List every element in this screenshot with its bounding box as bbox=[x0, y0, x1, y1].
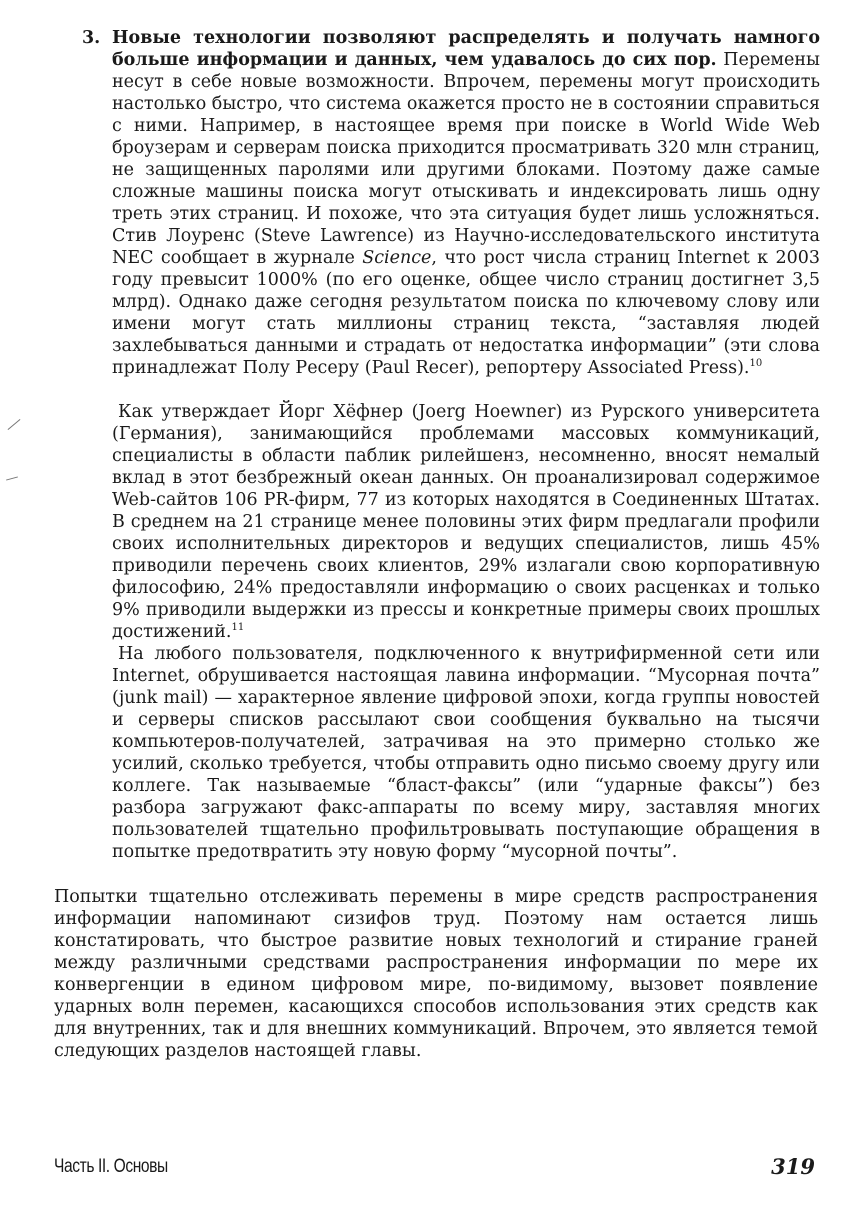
closing-paragraph: Попытки тщательно отслеживать перемены в мире средств распространения информации напоминают сизифов труд. Поэтому нам остается лишь констатировать, что быстрое развитие новых технологий и стирание граней между различными средствами распространения информации по мере их конвергенции в едином цифровом мире, по-видимому, вызовет появление ударных волн перемен, касающихся способов использования этих средств как для внутренних, так и для внешних коммуникаций. Впрочем, это является темой следующих разделов настоящей главы. bbox=[54, 887, 818, 1061]
item-lead-sentence: Новые технологии позволяют распределять и получать намного больше информации и данных, чем удавалось до сих пор. bbox=[112, 28, 820, 70]
footnote-marker: 10 bbox=[749, 358, 763, 369]
paragraph-text: Перемены несут в себе новые возможности. Впрочем, перемены могут происходить настолько быстро, что система окажется просто не в состоянии справиться с ними. Например, в настоящее время при поиске в World Wide Web броузерам и серверам поиска приходится просматривать 320 млн страниц, не защищенных паролями или другими блоками. Поэтому даже самые сложные машины поиска могут отыскивать и индексировать лишь одну треть этих страниц. И похоже, что эта ситуация будет лишь усложняться. Стив Лоуренс (Steve Lawrence) из Научно-исследовательского института NEC сообщает в журнале bbox=[112, 50, 820, 268]
paragraph-text: Как утверждает Йорг Хёфнер (Joerg Hoewner) из Рурского университета (Германия), занимающийся проблемами массовых коммуникаций, специалисты в области паблик рилейшенз, несомненно, вносят немалый вклад в этот безбрежный океан данных. Он проанализировал содержимое Web-сайтов 106 PR-фирм, 77 из которых находятся в Соединенных Штатах. В среднем на 21 странице менее половины этих фирм предлагали профили своих исполнительных директоров и ведущих специалистов, лишь 45% приводили перечень своих клиентов, 29% излагали свою корпоративную философию, 24% предоставляли информацию о своих расценках и только 9% приводили выдержки из прессы и конкретные примеры своих прошлых достижений. bbox=[112, 402, 820, 642]
page-number: 319 bbox=[771, 1154, 815, 1179]
paragraph-text: , что рост числа страниц Internet к 2003 году превысит 1000% (по его оценке, общее число страниц достигнет 3,5 млрд). Однако даже сегодня результатом поиска по ключевому слову или имени могут стать миллионы страниц текста, “заставляя людей захлебываться данными и страдать от недостатка информации” (эти слова принадлежат Полу Ресеру (Paul Recer), репортеру Associated Press). bbox=[112, 248, 820, 378]
item-paragraph-2 bbox=[112, 401, 820, 643]
item-paragraph-1 bbox=[112, 27, 820, 379]
journal-title: Science bbox=[362, 248, 432, 268]
margin-pencil-mark bbox=[6, 476, 18, 480]
margin-pencil-mark bbox=[8, 419, 21, 430]
running-footer-section: Часть II. Основы bbox=[54, 1156, 168, 1177]
item-number: 3. bbox=[82, 28, 101, 48]
footnote-marker: 11 bbox=[231, 622, 245, 633]
paragraph-text: На любого пользователя, подключенного к внутрифирменной сети или Internet, обрушивается настоящая лавина информации. “Мусорная почта” (junk mail) — характерное явление цифровой эпохи, когда группы новостей и серверы списков рассылают свои сообщения буквально на тысячи компьютеров-получателей, затрачивая на это примерно столько же усилий, сколько требуется, чтобы отправить одно письмо своему другу или коллеге. Так называемые “бласт-факсы” (или “ударные факсы”) без разбора загружают факс-аппараты по всему миру, заставляя многих пользователей тщательно профильтровывать поступающие обращения в попытке предотвратить эту новую форму “мусорной почты”. bbox=[112, 644, 820, 862]
item-paragraph-3 bbox=[112, 643, 820, 863]
